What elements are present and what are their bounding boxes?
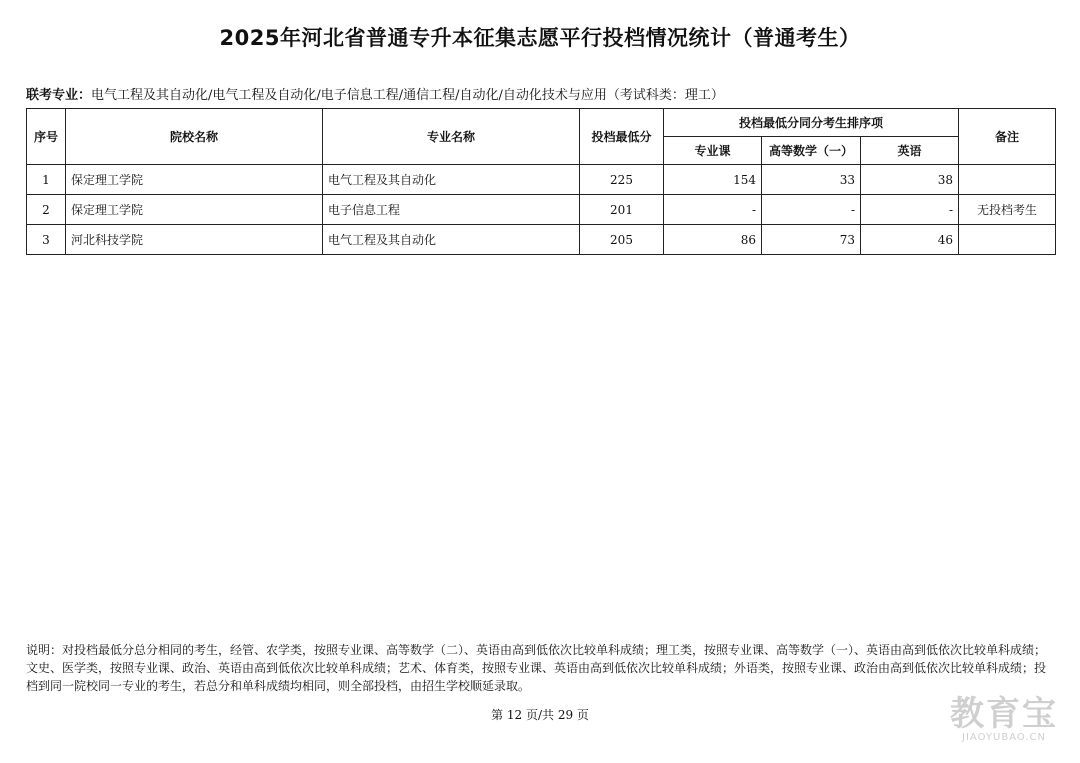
cell-school: 河北科技学院 bbox=[66, 225, 323, 255]
cell-major-course: - bbox=[664, 195, 762, 225]
header-major: 专业名称 bbox=[323, 109, 580, 165]
cell-seq: 2 bbox=[27, 195, 66, 225]
cell-min-score: 201 bbox=[580, 195, 664, 225]
cell-major: 电气工程及其自动化 bbox=[323, 165, 580, 195]
table-row bbox=[27, 195, 1056, 225]
header-remark: 备注 bbox=[959, 109, 1056, 165]
explanation-note: 说明：对投档最低分总分相同的考生，经管、农学类，按照专业课、高等数学（二）、英语由高到低依次比较单科成绩；理工类，按照专业课、高等数学（一）、英语由高到低依次比较单科成绩；文史、医学类，按照专业课、政治、英语由高到低依次比较单科成绩；艺术、体育类，按照专业课、英语由高到低依次比较单科成绩；外语类，按照专业课、政治由高到低依次比较单科成绩；投档到同一院校同一专业的考生，若总分和单科成绩均相同，则全部投档，由招生学校顺延录取。 bbox=[26, 643, 1047, 693]
cell-remark bbox=[959, 225, 1056, 255]
major-label: 联考专业： bbox=[26, 88, 92, 103]
header-sub-major-course: 专业课 bbox=[664, 137, 762, 165]
page-title: 2025年河北省普通专升本征集志愿平行投档情况统计（普通考生） bbox=[219, 26, 861, 50]
cell-min-score: 225 bbox=[580, 165, 664, 195]
cell-math: 33 bbox=[762, 165, 861, 195]
cell-major: 电气工程及其自动化 bbox=[323, 225, 580, 255]
cell-school: 保定理工学院 bbox=[66, 165, 323, 195]
cell-math: - bbox=[762, 195, 861, 225]
cell-remark bbox=[959, 165, 1056, 195]
cell-math: 73 bbox=[762, 225, 861, 255]
joint-exam-major bbox=[26, 84, 724, 103]
table-row bbox=[27, 165, 1056, 195]
admission-table bbox=[26, 108, 1056, 255]
watermark-sub: JIAOYUBAO.CN bbox=[962, 732, 1046, 743]
cell-english: 46 bbox=[861, 225, 959, 255]
cell-english: 38 bbox=[861, 165, 959, 195]
table-row bbox=[27, 225, 1056, 255]
header-seq: 序号 bbox=[27, 109, 66, 165]
header-sub-math: 高等数学（一） bbox=[762, 137, 861, 165]
page-number: 第 12 页/共 29 页 bbox=[491, 708, 589, 722]
major-value: 电气工程及其自动化/电气工程及自动化/电子信息工程/通信工程/自动化/自动化技术与应用（考试科类：理工） bbox=[91, 88, 724, 103]
cell-english: - bbox=[861, 195, 959, 225]
cell-major: 电子信息工程 bbox=[323, 195, 580, 225]
header-min-score: 投档最低分 bbox=[580, 109, 664, 165]
cell-major-course: 154 bbox=[664, 165, 762, 195]
watermark-main: 教育宝 bbox=[950, 694, 1058, 734]
cell-major-course: 86 bbox=[664, 225, 762, 255]
header-sub-english: 英语 bbox=[861, 137, 959, 165]
cell-min-score: 205 bbox=[580, 225, 664, 255]
cell-school: 保定理工学院 bbox=[66, 195, 323, 225]
cell-seq: 1 bbox=[27, 165, 66, 195]
header-school: 院校名称 bbox=[66, 109, 323, 165]
header-rank-group: 投档最低分同分考生排序项 bbox=[664, 109, 959, 137]
cell-remark: 无投档考生 bbox=[959, 195, 1056, 225]
cell-seq: 3 bbox=[27, 225, 66, 255]
watermark-logo bbox=[950, 696, 1058, 743]
